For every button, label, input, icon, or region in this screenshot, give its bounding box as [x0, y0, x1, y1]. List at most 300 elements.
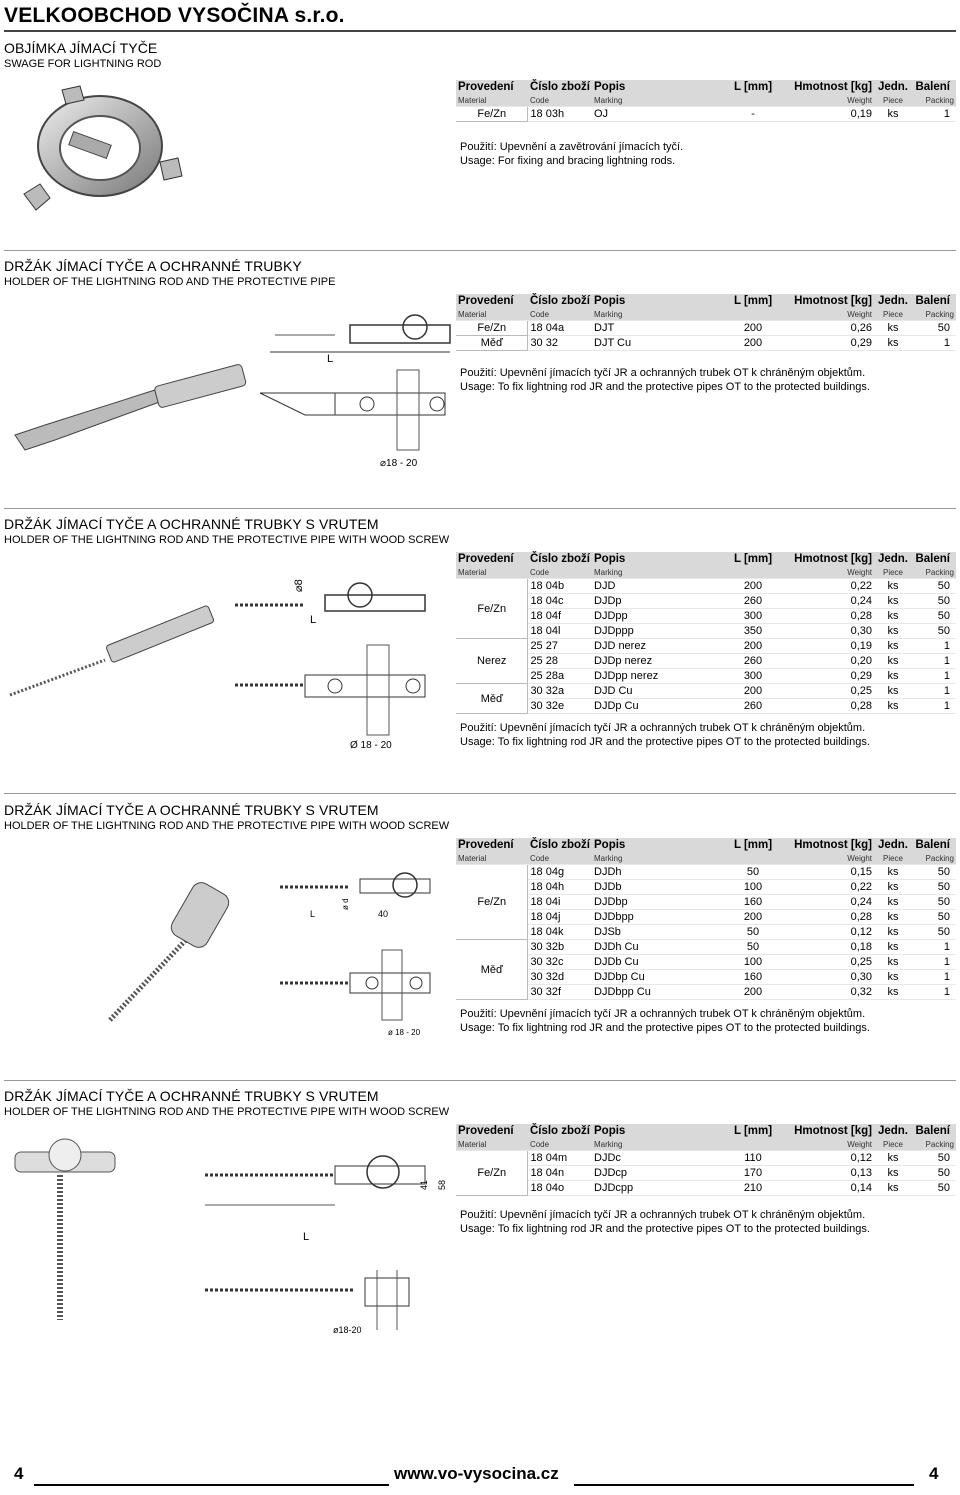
usage-cz: Použití: Upevnění jímacích tyčí JR a ochranných trubek OT k chráněným objektům.: [460, 1209, 866, 1221]
cell-weight: 0,25: [790, 684, 874, 699]
cell-marking: DJDb Cu: [592, 955, 716, 970]
material-cell: Měď: [456, 940, 528, 1000]
cell-piece: ks: [874, 865, 912, 880]
section-swage: [4, 40, 956, 71]
section-title: DRŽÁK JÍMACÍ TYČE A OCHRANNÉ TRUBKY S VRUTEM: [4, 1088, 379, 1104]
column-subheader-weight: Weight: [790, 852, 874, 865]
cell-marking: DJDbpp: [592, 910, 716, 925]
table-row: [456, 654, 956, 669]
dim-d: ø 18 - 20: [388, 1028, 421, 1037]
table-row: [456, 940, 956, 955]
cell-piece: ks: [874, 910, 912, 925]
material-cell: Fe/Zn: [456, 1151, 528, 1196]
column-header-piece: Jedn.: [874, 552, 912, 566]
cell-piece: ks: [874, 970, 912, 985]
usage-en: Usage: To fix lightning rod JR and the protective pipes OT to the protected buildings.: [460, 381, 870, 393]
column-header-marking: Popis: [592, 552, 716, 566]
usage-en: Usage: To fix lightning rod JR and the protective pipes OT to the protected buildings.: [460, 1223, 870, 1235]
column-subheader-material: Material: [456, 94, 528, 107]
column-subheader-packing: Packing: [912, 852, 956, 865]
footer-line-right: [574, 1484, 914, 1486]
usage-holder: [460, 366, 870, 394]
cell-piece: ks: [874, 336, 912, 351]
cell-l: 300: [716, 669, 790, 684]
cell-packing: 1: [912, 336, 956, 351]
cell-code: 18 04b: [528, 579, 592, 594]
holder-drawing: [5, 305, 455, 475]
cell-piece: ks: [874, 925, 912, 940]
table-row: [456, 639, 956, 654]
cell-piece: ks: [874, 669, 912, 684]
cell-piece: ks: [874, 594, 912, 609]
cell-packing: 50: [912, 1181, 956, 1196]
cell-code: 30 32d: [528, 970, 592, 985]
cell-packing: 1: [912, 985, 956, 1000]
section-title: OBJÍMKA JÍMACÍ TYČE: [4, 40, 158, 56]
column-header-piece: Jedn.: [874, 80, 912, 94]
cell-l: 50: [716, 925, 790, 940]
holder-screw-drawing-3: [5, 1130, 455, 1345]
page-header: [4, 4, 956, 32]
column-subheader-weight: Weight: [790, 1138, 874, 1151]
cell-code: 18 04j: [528, 910, 592, 925]
cell-packing: 1: [912, 654, 956, 669]
cell-code: 30 32e: [528, 699, 592, 714]
table-subheader-row: [456, 308, 956, 321]
cell-marking: DJDp Cu: [592, 699, 716, 714]
cell-weight: 0,28: [790, 699, 874, 714]
cell-code: 18 03h: [528, 107, 592, 122]
column-subheader-piece: Piece: [874, 94, 912, 107]
table-row: [456, 895, 956, 910]
column-subheader-packing: Packing: [912, 308, 956, 321]
column-header-weight: Hmotnost [kg]: [790, 838, 874, 852]
cell-code: 25 28: [528, 654, 592, 669]
cell-piece: ks: [874, 321, 912, 336]
column-subheader-weight: Weight: [790, 308, 874, 321]
column-subheader-marking: Marking: [592, 566, 716, 579]
table-row: [456, 609, 956, 624]
column-subheader-piece: Piece: [874, 852, 912, 865]
column-header-code: Číslo zboží: [529, 1125, 590, 1137]
usage-cz: Použití: Upevnění jímacích tyčí JR a ochranných trubek OT k chráněným objektům.: [460, 1008, 866, 1020]
column-header-l: L [mm]: [716, 294, 790, 308]
cell-marking: DJT: [592, 321, 716, 336]
column-header-weight: Hmotnost [kg]: [790, 294, 874, 308]
cell-packing: 1: [912, 107, 956, 122]
table-holder-screw-1: [456, 552, 956, 714]
table-row: [456, 336, 956, 351]
product-table: [456, 294, 956, 351]
table-row: [456, 107, 956, 122]
cell-packing: 50: [912, 594, 956, 609]
cell-code: 18 04c: [528, 594, 592, 609]
column-subheader-packing: Packing: [912, 1138, 956, 1151]
column-header-piece: Jedn.: [874, 838, 912, 852]
column-header-marking: Popis: [592, 838, 716, 852]
table-row: [456, 684, 956, 699]
column-header-l: L [mm]: [716, 552, 790, 566]
column-subheader-material: Material: [456, 566, 528, 579]
cell-l: 50: [716, 865, 790, 880]
cell-l: 260: [716, 699, 790, 714]
table-row: [456, 321, 956, 336]
usage-cz: Použití: Upevnění jímacích tyčí JR a ochranných trubek OT k chráněným objektům.: [460, 367, 866, 379]
cell-weight: 0,12: [790, 925, 874, 940]
cell-piece: ks: [874, 985, 912, 1000]
column-header-weight: Hmotnost [kg]: [790, 1124, 874, 1138]
table-row: [456, 624, 956, 639]
cell-packing: 50: [912, 1166, 956, 1181]
cell-marking: DJDc: [592, 1151, 716, 1166]
cell-piece: ks: [874, 940, 912, 955]
section-subtitle: SWAGE FOR LIGHTNING ROD: [4, 58, 162, 70]
separator: [4, 250, 956, 251]
cell-code: 30 32a: [528, 684, 592, 699]
cell-weight: 0,13: [790, 1166, 874, 1181]
table-subheader-row: [456, 852, 956, 865]
dim-d: ø18-20: [333, 1325, 362, 1335]
cell-code: 30 32c: [528, 955, 592, 970]
cell-piece: ks: [874, 654, 912, 669]
cell-code: 30 32b: [528, 940, 592, 955]
column-subheader-code: Code: [528, 94, 592, 107]
usage-cz: Použití: Upevnění a zavětrování jímacích tyčí.: [460, 141, 684, 153]
separator: [4, 1080, 956, 1081]
cell-marking: DJT Cu: [592, 336, 716, 351]
cell-weight: 0,14: [790, 1181, 874, 1196]
column-header-l: L [mm]: [716, 1124, 790, 1138]
column-header-marking: Popis: [592, 80, 716, 94]
column-header-code: Číslo zboží: [529, 553, 590, 565]
material-cell: Nerez: [456, 639, 528, 684]
usage-cz: Použití: Upevnění jímacích tyčí JR a ochranných trubek OT k chráněným objektům.: [460, 722, 866, 734]
cell-l: 200: [716, 684, 790, 699]
cell-marking: DJD nerez: [592, 639, 716, 654]
cell-l: 200: [716, 910, 790, 925]
column-header-packing: Balení: [912, 294, 956, 308]
cell-l: 100: [716, 880, 790, 895]
table-row: [456, 910, 956, 925]
cell-piece: ks: [874, 1151, 912, 1166]
cell-l: 210: [716, 1181, 790, 1196]
cell-code: 18 04o: [528, 1181, 592, 1196]
table-row: [456, 1151, 956, 1166]
column-subheader-marking: Marking: [592, 308, 716, 321]
material-cell: Měď: [456, 684, 528, 714]
product-table: [456, 80, 956, 122]
cell-l: 50: [716, 940, 790, 955]
dim-l: L: [310, 909, 316, 919]
page-number-right: 4: [929, 1464, 939, 1483]
material-cell: Fe/Zn: [456, 321, 528, 336]
dim-d8: ø d: [341, 898, 350, 910]
dim-40: 40: [378, 909, 389, 919]
cell-packing: 50: [912, 880, 956, 895]
cell-marking: DJDpp: [592, 609, 716, 624]
cell-marking: DJDp nerez: [592, 654, 716, 669]
column-header-l: L [mm]: [716, 838, 790, 852]
column-subheader-piece: Piece: [874, 308, 912, 321]
cell-l: 300: [716, 609, 790, 624]
column-subheader-l: [716, 308, 790, 321]
usage-en: Usage: To fix lightning rod JR and the protective pipes OT to the protected buildings.: [460, 1022, 870, 1034]
cell-piece: ks: [874, 684, 912, 699]
cell-weight: 0,29: [790, 669, 874, 684]
cell-packing: 1: [912, 669, 956, 684]
dim-58: 58: [437, 1179, 447, 1190]
cell-weight: 0,19: [790, 639, 874, 654]
table-row: [456, 880, 956, 895]
table-subheader-row: [456, 566, 956, 579]
section-title: DRŽÁK JÍMACÍ TYČE A OCHRANNÉ TRUBKY S VRUTEM: [4, 802, 379, 818]
dim-d: ⌀18 - 20: [380, 458, 418, 469]
cell-weight: 0,30: [790, 624, 874, 639]
cell-marking: DJDcpp: [592, 1181, 716, 1196]
column-header-code: Číslo zboží: [529, 81, 590, 93]
column-header-material: Provedení: [456, 294, 528, 308]
section-holder: [4, 258, 956, 289]
table-row: [456, 865, 956, 880]
table-subheader-row: [456, 1138, 956, 1151]
cell-weight: 0,26: [790, 321, 874, 336]
cell-marking: DJDp: [592, 594, 716, 609]
cell-weight: 0,24: [790, 895, 874, 910]
cell-code: 18 04k: [528, 925, 592, 940]
section-holder-screw-1: [4, 516, 956, 547]
cell-weight: 0,19: [790, 107, 874, 122]
product-table: [456, 838, 956, 1000]
cell-l: 260: [716, 654, 790, 669]
column-subheader-piece: Piece: [874, 1138, 912, 1151]
cell-code: 30 32f: [528, 985, 592, 1000]
section-subtitle: HOLDER OF THE LIGHTNING ROD AND THE PROTECTIVE PIPE: [4, 276, 336, 288]
footer-line-left: [34, 1484, 389, 1486]
table-holder-screw-2: [456, 838, 956, 1000]
cell-marking: DJD Cu: [592, 684, 716, 699]
table-header-row: [456, 294, 956, 308]
cell-piece: ks: [874, 107, 912, 122]
column-header-piece: Jedn.: [874, 294, 912, 308]
column-subheader-l: [716, 1138, 790, 1151]
dim-d: Ø 18 - 20: [350, 740, 392, 751]
separator: [4, 508, 956, 509]
cell-packing: 50: [912, 925, 956, 940]
column-subheader-material: Material: [456, 1138, 528, 1151]
dim-8: ⌀8: [293, 579, 305, 592]
column-subheader-l: [716, 566, 790, 579]
column-header-code: Číslo zboží: [529, 839, 590, 851]
table-header-row: [456, 838, 956, 852]
cell-piece: ks: [874, 639, 912, 654]
cell-code: 25 27: [528, 639, 592, 654]
cell-code: 18 04f: [528, 609, 592, 624]
cell-l: 200: [716, 639, 790, 654]
section-subtitle: HOLDER OF THE LIGHTNING ROD AND THE PROTECTIVE PIPE WITH WOOD SCREW: [4, 1106, 450, 1118]
dim-l: L: [303, 1231, 310, 1243]
cell-weight: 0,29: [790, 336, 874, 351]
cell-weight: 0,30: [790, 970, 874, 985]
cell-weight: 0,25: [790, 955, 874, 970]
column-header-packing: Balení: [912, 552, 956, 566]
dim-l: L: [327, 353, 334, 365]
cell-packing: 1: [912, 940, 956, 955]
column-subheader-code: Code: [528, 852, 592, 865]
material-cell: Měď: [456, 336, 528, 351]
column-subheader-code: Code: [528, 308, 592, 321]
cell-l: -: [716, 107, 790, 122]
cell-marking: DJDb: [592, 880, 716, 895]
material-cell: Fe/Zn: [456, 865, 528, 940]
cell-marking: DJD: [592, 579, 716, 594]
column-subheader-packing: Packing: [912, 566, 956, 579]
cell-code: 18 04g: [528, 865, 592, 880]
cell-weight: 0,18: [790, 940, 874, 955]
column-header-material: Provedení: [456, 1124, 528, 1138]
section-subtitle: HOLDER OF THE LIGHTNING ROD AND THE PROTECTIVE PIPE WITH WOOD SCREW: [4, 534, 450, 546]
cell-weight: 0,32: [790, 985, 874, 1000]
cell-l: 200: [716, 579, 790, 594]
cell-piece: ks: [874, 609, 912, 624]
table-subheader-row: [456, 94, 956, 107]
cell-weight: 0,12: [790, 1151, 874, 1166]
table-row: [456, 955, 956, 970]
table-swage: [456, 80, 956, 122]
cell-l: 260: [716, 594, 790, 609]
column-subheader-weight: Weight: [790, 566, 874, 579]
cell-piece: ks: [874, 1166, 912, 1181]
table-row: [456, 925, 956, 940]
product-table: [456, 552, 956, 714]
cell-marking: DJDbp Cu: [592, 970, 716, 985]
cell-l: 350: [716, 624, 790, 639]
cell-marking: OJ: [592, 107, 716, 122]
table-header-row: [456, 552, 956, 566]
column-subheader-packing: Packing: [912, 94, 956, 107]
column-header-code: Číslo zboží: [529, 295, 590, 307]
table-holder: [456, 294, 956, 351]
material-cell: Fe/Zn: [456, 107, 528, 122]
cell-l: 200: [716, 985, 790, 1000]
section-title: DRŽÁK JÍMACÍ TYČE A OCHRANNÉ TRUBKY S VRUTEM: [4, 516, 379, 532]
cell-marking: DJDcp: [592, 1166, 716, 1181]
cell-packing: 50: [912, 609, 956, 624]
cell-marking: DJDh: [592, 865, 716, 880]
table-header-row: [456, 80, 956, 94]
page-number-left: 4: [14, 1464, 24, 1483]
cell-packing: 1: [912, 684, 956, 699]
cell-packing: 50: [912, 1151, 956, 1166]
cell-marking: DJDbpp Cu: [592, 985, 716, 1000]
column-subheader-l: [716, 852, 790, 865]
cell-code: 18 04n: [528, 1166, 592, 1181]
table-holder-screw-3: [456, 1124, 956, 1196]
table-row: [456, 594, 956, 609]
column-subheader-code: Code: [528, 566, 592, 579]
cell-piece: ks: [874, 699, 912, 714]
table-row: [456, 1181, 956, 1196]
section-holder-screw-3: [4, 1088, 956, 1119]
cell-piece: ks: [874, 579, 912, 594]
usage-holder-screw-2: [460, 1007, 870, 1035]
column-header-weight: Hmotnost [kg]: [790, 80, 874, 94]
holder-screw-drawing-2: [20, 855, 440, 1040]
table-row: [456, 970, 956, 985]
cell-packing: 50: [912, 321, 956, 336]
usage-holder-screw-3: [460, 1208, 870, 1236]
column-header-l: L [mm]: [716, 80, 790, 94]
cell-code: 18 04l: [528, 624, 592, 639]
page-footer: [4, 1464, 956, 1488]
cell-l: 200: [716, 336, 790, 351]
cell-packing: 50: [912, 910, 956, 925]
cell-marking: DJDpp nerez: [592, 669, 716, 684]
material-cell: Fe/Zn: [456, 579, 528, 639]
cell-weight: 0,24: [790, 594, 874, 609]
column-subheader-l: [716, 94, 790, 107]
dim-41: 41: [419, 1179, 429, 1190]
cell-l: 160: [716, 970, 790, 985]
column-subheader-piece: Piece: [874, 566, 912, 579]
dim-l: L: [310, 614, 317, 626]
column-header-marking: Popis: [592, 1124, 716, 1138]
cell-weight: 0,20: [790, 654, 874, 669]
column-header-packing: Balení: [912, 838, 956, 852]
cell-piece: ks: [874, 624, 912, 639]
column-header-piece: Jedn.: [874, 1124, 912, 1138]
column-subheader-marking: Marking: [592, 94, 716, 107]
table-row: [456, 1166, 956, 1181]
cell-code: 18 04a: [528, 321, 592, 336]
cell-code: 30 32: [528, 336, 592, 351]
section-title: DRŽÁK JÍMACÍ TYČE A OCHRANNÉ TRUBKY: [4, 258, 302, 274]
column-subheader-marking: Marking: [592, 1138, 716, 1151]
column-header-material: Provedení: [456, 80, 528, 94]
cell-packing: 50: [912, 895, 956, 910]
cell-code: 18 04m: [528, 1151, 592, 1166]
cell-weight: 0,22: [790, 880, 874, 895]
company-name: VELKOOBCHOD VYSOČINA s.r.o.: [4, 4, 345, 27]
cell-marking: DJDbp: [592, 895, 716, 910]
column-subheader-weight: Weight: [790, 94, 874, 107]
cell-code: 25 28a: [528, 669, 592, 684]
usage-swage: [460, 140, 683, 168]
cell-code: 18 04i: [528, 895, 592, 910]
holder-screw-drawing: [5, 565, 455, 755]
cell-l: 160: [716, 895, 790, 910]
table-row: [456, 669, 956, 684]
table-row: [456, 699, 956, 714]
cell-piece: ks: [874, 880, 912, 895]
column-subheader-material: Material: [456, 852, 528, 865]
section-holder-screw-2: [4, 802, 956, 833]
cell-piece: ks: [874, 955, 912, 970]
column-header-packing: Balení: [912, 80, 956, 94]
usage-en: Usage: For fixing and bracing lightning rods.: [460, 155, 676, 167]
cell-l: 200: [716, 321, 790, 336]
column-subheader-code: Code: [528, 1138, 592, 1151]
cell-l: 170: [716, 1166, 790, 1181]
usage-holder-screw-1: [460, 721, 870, 749]
separator: [4, 793, 956, 794]
cell-l: 110: [716, 1151, 790, 1166]
cell-packing: 1: [912, 639, 956, 654]
cell-packing: 50: [912, 865, 956, 880]
footer-url[interactable]: www.vo-vysocina.cz: [394, 1464, 559, 1483]
cell-packing: 1: [912, 699, 956, 714]
cell-weight: 0,22: [790, 579, 874, 594]
cell-marking: DJSb: [592, 925, 716, 940]
